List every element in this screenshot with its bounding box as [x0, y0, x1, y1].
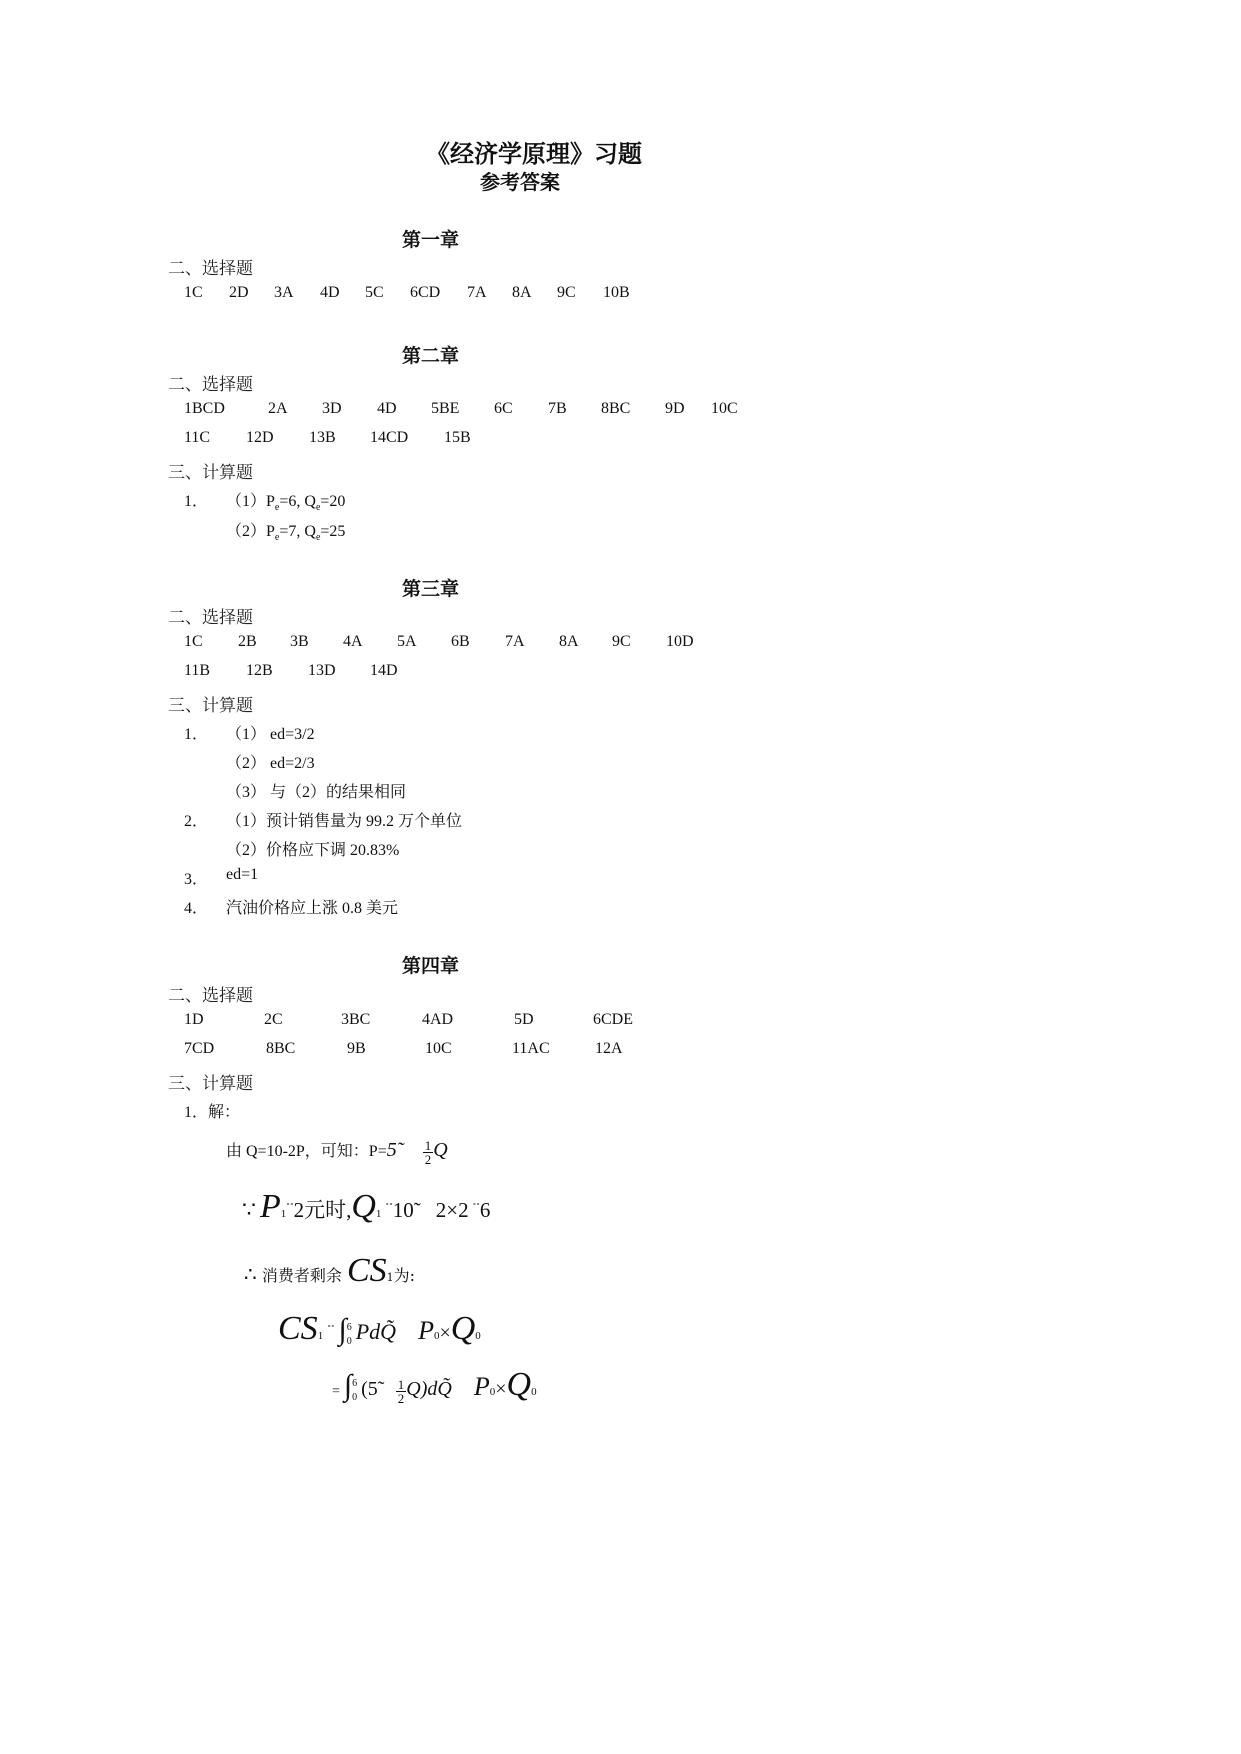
calc-answer: （2）价格应下调 20.83% [226, 842, 400, 859]
answer-item: 10C [425, 1040, 452, 1057]
because-symbol: ∵ [242, 1197, 256, 1222]
answer-item: 13D [308, 662, 336, 679]
answer-item: 5C [365, 284, 384, 301]
answer-item: 6C [494, 400, 513, 417]
cs-lhs-subscript: 1 [317, 1330, 324, 1342]
answer-item: 4D [320, 284, 340, 301]
formula-cs-lhs: CS [278, 1310, 318, 1347]
answer-item: 6CDE [593, 1011, 633, 1028]
answer-item: 2A [268, 400, 288, 417]
calc-answer: （3） 与（2）的结果相同 [226, 784, 407, 801]
answer-item: 7CD [184, 1040, 215, 1057]
calc-number: 1． [184, 726, 209, 743]
answer-item: 3D [322, 400, 342, 417]
answer-item: 11AC [512, 1040, 550, 1057]
answer-item: 2B [238, 633, 257, 650]
answer-item: 11C [184, 429, 211, 446]
times-sign: × [495, 1378, 507, 1400]
ch2-calc-number: 1． [184, 493, 209, 510]
answer-item: 12D [246, 429, 274, 446]
answer-item: 4AD [422, 1011, 454, 1028]
q1-result: 6 [479, 1198, 491, 1222]
integrand: PdQ̃ [355, 1319, 397, 1344]
therefore-symbol: ∴ [244, 1262, 257, 1286]
answer-item: 12B [246, 662, 273, 679]
answer-item: 10B [603, 284, 630, 301]
formula-consumer-surplus-expanded [332, 1366, 537, 1405]
answer-item: 7A [467, 284, 487, 301]
solution-line-3 [244, 1252, 415, 1290]
page-title: 《经济学原理》习题 [426, 139, 642, 168]
calc-answer: 汽油价格应上涨 0.8 美元 [226, 900, 399, 917]
q1-subscript: 1 [375, 1208, 382, 1220]
integral-sign: ∫ [338, 1313, 347, 1346]
q1-value: 10̃ [392, 1198, 414, 1222]
ch1-choice-label: 二、选择题 [168, 259, 253, 279]
consumer-surplus-text: 消费者剩余 [261, 1266, 342, 1285]
formula-q0: Q [450, 1310, 476, 1347]
answer-item: 4D [377, 400, 397, 417]
formula-p0: P [418, 1316, 434, 1345]
formula-cs: CS [346, 1252, 387, 1289]
formula-q0: Q [506, 1366, 532, 1403]
formula-p1: P [260, 1188, 281, 1225]
answer-item: 8BC [601, 400, 631, 417]
p1-subscript: 1 [280, 1208, 287, 1220]
integrand-rest: Q)dQ̃ [406, 1378, 452, 1400]
answer-item: 7A [505, 633, 525, 650]
answer-item: 3BC [341, 1011, 371, 1028]
ch4-answer-row-2 [0, 1040, 1241, 1060]
ch2-calc-answer-2: $(2)P_e=7$, $Q_e=25$ [226, 523, 346, 544]
equals-sign: ˚˚ [472, 1201, 480, 1214]
calc-number: 3． [184, 871, 209, 888]
answer-item: 15B [444, 429, 471, 446]
calc-number: 2． [184, 813, 209, 830]
ch4-calc-label: 三、计算题 [168, 1074, 253, 1094]
answer-item: 5A [397, 633, 417, 650]
solution-line-1-text: 由 Q=10-2P，可知：P= [226, 1143, 387, 1160]
formula-p0: P [473, 1372, 490, 1401]
solution-line-1 [226, 1138, 448, 1166]
answer-item: 7B [548, 400, 567, 417]
answer-item: 10C [711, 400, 738, 417]
q0-subscript: 0 [475, 1330, 481, 1342]
chapter-3-heading: 第三章 [402, 578, 460, 600]
answer-item: 8BC [266, 1040, 296, 1057]
calc-answer: （1） ed=3/2 [226, 726, 315, 743]
answer-item: 5BE [431, 400, 460, 417]
formula-consumer-surplus [278, 1310, 481, 1349]
integral-limits: 6 0 [352, 1378, 358, 1404]
solution-line-2 [242, 1188, 490, 1226]
chapter-4-heading: 第四章 [402, 955, 460, 977]
answer-item: 5D [514, 1011, 534, 1028]
ch3-answer-row-2 [0, 662, 1241, 682]
answer-item: 9C [612, 633, 631, 650]
ch2-calc-answer-1: $(1)P_e=6$, $Q_e=20$ [226, 493, 346, 514]
answer-item: 6B [451, 633, 470, 650]
ch4-answer-row-1 [0, 1011, 1241, 1031]
p0-subscript: 0 [433, 1330, 440, 1342]
answer-item: 2D [229, 284, 249, 301]
chapter-1-heading: 第一章 [402, 229, 460, 251]
ch2-answer-row-1 [0, 400, 1241, 420]
ch2-choice-label: 二、选择题 [168, 375, 253, 395]
answer-item: 4A [343, 633, 363, 650]
solution-label: 1．解： [184, 1104, 241, 1121]
answer-item: 3B [290, 633, 309, 650]
answer-item: 1D [184, 1011, 204, 1028]
fraction-half: $\frac{1}{2}$ [424, 1137, 432, 1167]
answer-item: 1C [184, 633, 203, 650]
answer-item: 14CD [370, 429, 409, 446]
answer-item: 9D [665, 400, 685, 417]
answer-item: 9B [347, 1040, 366, 1057]
calc-number: 4． [184, 900, 209, 917]
formula-q: Q [433, 1139, 448, 1161]
chapter-2-heading: 第二章 [402, 345, 460, 367]
ch3-answer-row-1 [0, 633, 1241, 653]
equals-sign: ˚˚ [327, 1323, 335, 1336]
p0-subscript: 0 [489, 1386, 496, 1398]
ch2-answer-row-2 [0, 429, 1241, 449]
times-sign: × [439, 1322, 451, 1344]
q1-expression: 2×2 [435, 1198, 469, 1222]
ch3-choice-label: 二、选择题 [168, 608, 253, 628]
ch2-calc-label: 三、计算题 [168, 463, 253, 483]
answer-item: 2C [264, 1011, 283, 1028]
formula-q1: Q [351, 1188, 376, 1225]
equals-sign: ˚˚ [385, 1201, 393, 1214]
integral-limits: 6 0 [346, 1322, 352, 1348]
ch4-choice-label: 二、选择题 [168, 986, 253, 1006]
answer-item: 9C [557, 284, 576, 301]
cs-subscript: 1 [386, 1271, 394, 1284]
equals-sign: = [332, 1384, 340, 1399]
ch1-answer-row [0, 284, 1241, 304]
answer-item: 11B [184, 662, 211, 679]
calc-answer: （1）预计销售量为 99.2 万个单位 [226, 813, 463, 830]
q0-subscript: 0 [531, 1386, 537, 1398]
cs-after: 为: [393, 1266, 416, 1285]
page-subtitle: 参考答案 [480, 170, 560, 194]
equals-sign: ˚˚ [286, 1201, 294, 1214]
answer-item: 10D [666, 633, 694, 650]
calc-answer: ed=1 [226, 866, 259, 883]
integrand-open: (5̃ [361, 1378, 378, 1400]
answer-item: 8A [512, 284, 532, 301]
answer-item: 8A [559, 633, 579, 650]
calc-answer: （2） ed=2/3 [226, 755, 315, 772]
answer-item: 14D [370, 662, 398, 679]
p1-value: 2元时, [293, 1198, 352, 1222]
ch3-calc-label: 三、计算题 [168, 696, 253, 716]
formula-five: 5̃ [386, 1139, 397, 1161]
answer-item: 3A [274, 284, 294, 301]
fraction-half: $\frac{1}{2}$ [397, 1376, 405, 1406]
answer-item: 6CD [410, 284, 441, 301]
answer-item: 1BCD [184, 400, 225, 417]
answer-item: 13B [309, 429, 336, 446]
integral-sign: ∫ [343, 1369, 353, 1402]
answer-item: 1C [184, 284, 203, 301]
answer-item: 12A [595, 1040, 623, 1057]
